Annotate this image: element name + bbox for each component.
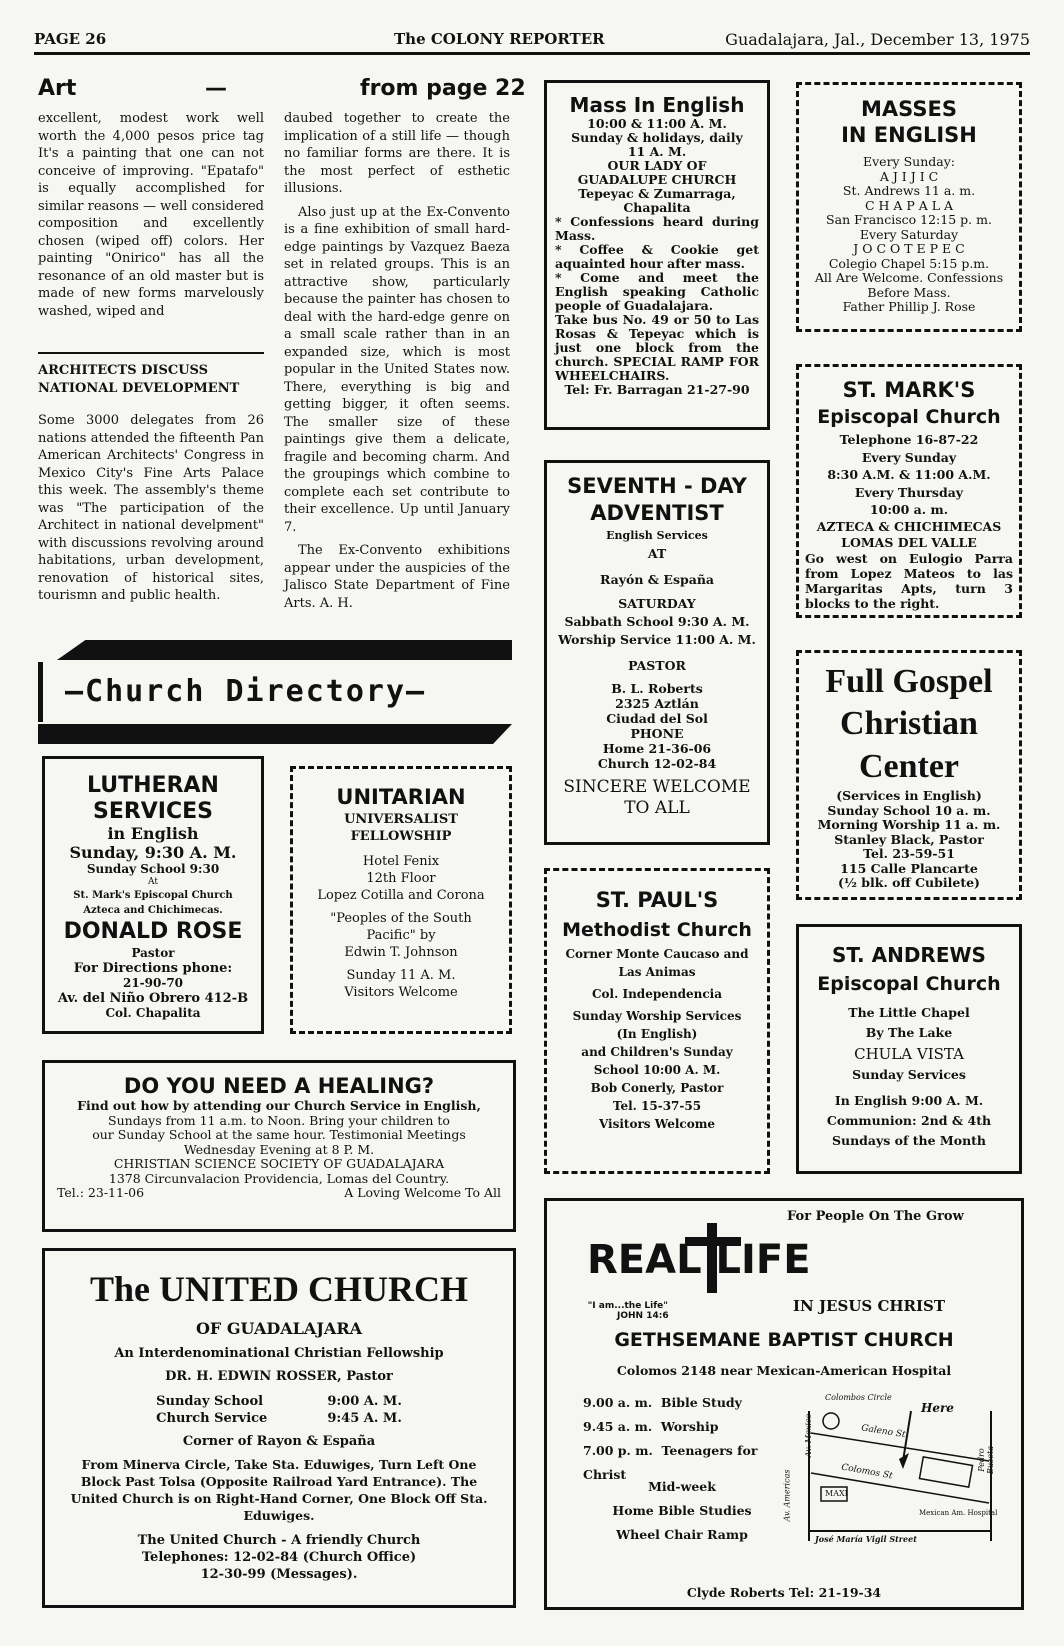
united-line-2: DR. H. EDWIN ROSSER, Pastor — [165, 1369, 393, 1384]
united-church-ad — [42, 1248, 516, 1608]
st-marks-title-2: Episcopal Church — [817, 406, 1001, 428]
healing-line-2: Sundays from 11 a.m. to Noon. Bring your children to — [108, 1112, 450, 1128]
lutheran-line-10: Av. del Niño Obrero 412-B — [57, 991, 249, 1006]
adventist-title-2: ADVENTIST — [590, 501, 724, 525]
logo-verse — [587, 1301, 669, 1321]
healing-line-5: CHRISTIAN SCIENCE SOCIETY OF GUADALAJARA — [113, 1156, 445, 1171]
map-label-9: Av. Mexico — [804, 1413, 814, 1458]
mass-english-line-3: 11 A. M. — [627, 144, 687, 159]
divider — [38, 352, 264, 354]
full-gospel-line-6: 115 Calle Plancarte — [840, 860, 978, 876]
real-life-logo-text: REAL LIFE — [587, 1237, 811, 1283]
masses-title-1: MASSES — [861, 97, 957, 121]
mass-english-line-4: OUR LADY OF — [607, 158, 707, 173]
unitarian-line-1: UNIVERSALIST — [344, 812, 458, 827]
schedule-item-1: Bible Study — [660, 1395, 742, 1410]
schedule-time-2: 9.45 a. m. — [583, 1419, 653, 1434]
full-gospel-title-2: Christian — [840, 705, 978, 742]
adventist-line-8: B. L. Roberts — [611, 681, 703, 696]
unitarian-line-6: "Peoples of the South — [330, 911, 472, 926]
logo-verse-2: JOHN 14:6 — [617, 1311, 669, 1321]
gethsemane-extra — [577, 1475, 787, 1547]
healing-welcome: A Loving Welcome To All — [344, 1185, 501, 1200]
page-number: PAGE 26 — [34, 30, 107, 48]
lutheran-line-5: St. Mark's Episcopal Church — [73, 890, 233, 901]
st-pauls-line-3: Col. Independencia — [592, 987, 722, 1001]
st-marks-line-8: Go west on Eulogio Parra from Lopez Mateos to las Margaritas Apts, turn 3 blocks to the right. — [805, 550, 1013, 611]
unitarian-line-5: Lopez Cotilla and Corona — [317, 888, 485, 903]
healing-line-1: Find out how by attending our Church Service in English, — [77, 1098, 481, 1113]
lutheran-pastor-name: DONALD ROSE — [63, 919, 243, 944]
st-pauls-line-6: and Children's Sunday — [581, 1045, 733, 1059]
in-jesus-christ: IN JESUS CHRIST — [793, 1297, 946, 1315]
schedule-time-1: 9.00 a. m. — [583, 1395, 653, 1410]
full-gospel-title-1: Full Gospel — [825, 663, 993, 700]
gethsemane-tagline: For People On The Grow — [787, 1209, 964, 1224]
st-marks-line-6: AZTECA & CHICHIMECAS — [816, 518, 1002, 534]
full-gospel-line-1: (Services in English) — [836, 788, 982, 803]
map-label-7: Av. Americas — [782, 1469, 792, 1522]
schedule-time-3: 7.00 p. m. — [583, 1443, 653, 1458]
masses-line-9: All Are Welcome. Confessions Before Mass. — [814, 270, 1004, 300]
st-andrews-ad — [796, 924, 1022, 1174]
masses-line-5: San Francisco 12:15 p. m. — [826, 212, 992, 227]
st-marks-line-3: 8:30 A.M. & 11:00 A.M. — [827, 467, 991, 482]
art-column-1 — [38, 110, 264, 326]
st-pauls-line-8: Bob Conerly, Pastor — [590, 1081, 724, 1095]
masthead — [34, 30, 1030, 55]
architects-body: Some 3000 delegates from 26 nations attended the fifteenth Pan American Architects' Congress in Mexico City's Fine Arts Palace this week. The assembly's theme was "The participation of the Architect in national develpment" with discussions revolving around habitations, urban development, renovation of historical sites, tourismn and public health. — [38, 413, 264, 603]
adventist-line-7: PASTOR — [628, 658, 686, 673]
church-directory-title: —Church Directory— — [38, 662, 512, 722]
st-pauls-line-4: Sunday Worship Services — [572, 1009, 742, 1023]
st-marks-line-1: Telephone 16-87-22 — [839, 432, 979, 447]
church-directory-banner — [38, 640, 512, 744]
lutheran-line-4: At — [148, 877, 158, 887]
st-marks-line-4: Every Thursday — [854, 484, 964, 500]
united-line-4: From Minerva Circle, Take Sta. Eduwiges, Turn Left One Block Past Tolsa (Opposite Railroad Yard Entrance). The United Church is on Right-Hand Corner, One Block Off Sta. Eduwiges. — [70, 1457, 488, 1523]
adventist-ad — [544, 460, 770, 845]
full-gospel-line-3: Morning Worship 11 a. m. — [817, 817, 1001, 832]
lutheran-line-7: Pastor — [131, 946, 175, 960]
adventist-line-13: Church 12-02-84 — [597, 756, 717, 771]
masses-line-2: A J I J I C — [879, 168, 939, 184]
gethsemane-line-2: Mid-week — [648, 1479, 716, 1494]
healing-ad — [42, 1060, 516, 1232]
map-label-3: Here — [921, 1401, 954, 1415]
full-gospel-title-3: Center — [858, 748, 960, 785]
st-pauls-line-10: Visitors Welcome — [598, 1117, 716, 1131]
masses-line-6: Every Saturday — [859, 226, 959, 242]
mass-english-line-1: 10:00 & 11:00 A. M. — [587, 116, 727, 131]
adventist-line-11: PHONE — [630, 726, 684, 741]
healing-line-6: 1378 Circunvalacion Providencia, Lomas del Country. — [108, 1170, 450, 1186]
united-line-6: Telephones: 12-02-84 (Church Office) — [141, 1550, 417, 1565]
unitarian-line-4: 12th Floor — [366, 871, 436, 886]
map-label-10: MAXI — [825, 1489, 848, 1498]
st-andrews-line-3: CHULA VISTA — [854, 1045, 964, 1063]
mass-english-bullet-1: * Confessions heard during Mass. — [555, 214, 759, 243]
st-pauls-title-1: ST. PAUL'S — [595, 888, 719, 912]
full-gospel-ad — [796, 650, 1022, 900]
lutheran-line-6: Azteca and Chichimecas. — [83, 905, 223, 916]
architects-headline: ARCHITECTS DISCUSS NATIONAL DEVELOPMENT — [38, 363, 240, 396]
mass-english-title: Mass In English — [569, 93, 745, 117]
united-line-3: Corner of Rayon & España — [182, 1434, 376, 1449]
gethsemane-line-3: Home Bible Studies — [612, 1503, 752, 1518]
adventist-line-9: 2325 Aztlán — [615, 696, 699, 711]
lutheran-line-8: For Directions phone: — [73, 961, 233, 976]
full-gospel-line-2: Sunday School 10 a. m. — [827, 802, 991, 818]
art-col2-p2: Also just up at the Ex-Convento is a fine exhibition of small hard-edge paintings by Vazquez Baeza set in related groups. This is an attractive show, particularly because the painter has chosen to deal with the hard-edge genre on a small scale rather than in an expanded size, which is most popular in the United States now. There, everything is big and getting bigger, it often seems. The smaller size of these paintings give them a delicate, fragile and becoming charm. And the groupings which combine to complete each set contribute to their excellence. Up until January 7. — [284, 204, 510, 535]
full-gospel-line-5: Tel. 23-59-51 — [863, 846, 955, 861]
gethsemane-title: GETHSEMANE BAPTIST CHURCH — [614, 1329, 954, 1351]
st-andrews-line-6: Communion: 2nd & 4th — [826, 1113, 992, 1128]
mass-english-ad — [544, 80, 770, 430]
st-andrews-line-2: By The Lake — [865, 1025, 953, 1040]
map-label-1: Colombos Circle — [825, 1393, 892, 1402]
unitarian-title: UNITARIAN — [336, 785, 466, 809]
st-pauls-line-5: (In English) — [616, 1027, 698, 1041]
unitarian-line-2: FELLOWSHIP — [350, 829, 452, 844]
adventist-line-12: Home 21-36-06 — [602, 741, 712, 756]
united-line-5: The United Church - A friendly Church — [137, 1533, 421, 1548]
healing-line-3: our Sunday School at the same hour. Testimonial Meetings — [92, 1127, 466, 1142]
united-time-2: 9:45 A. M. — [327, 1411, 402, 1426]
st-marks-line-2: Every Sunday — [861, 449, 957, 465]
gethsemane-line-4: Wheel Chair Ramp — [616, 1527, 748, 1542]
mass-english-bullet-3: * Come and meet the English speaking Catholic people of Guadalajara. — [555, 270, 759, 313]
map-label-4: Colomos St — [840, 1462, 894, 1482]
adventist-line-14: SINCERE WELCOME — [563, 777, 751, 797]
mass-english-line-5: GUADALUPE CHURCH — [577, 172, 737, 187]
adventist-line-3: Rayón & España — [599, 572, 715, 587]
full-gospel-line-4: Stanley Black, Pastor — [834, 831, 984, 847]
mass-english-bullet-2: * Coffee & Cookie get aquainted hour after mass. — [555, 242, 759, 271]
lutheran-line-3: Sunday School 9:30 — [86, 862, 220, 876]
real-life-logo — [587, 1223, 811, 1309]
unitarian-line-3: Hotel Fenix — [362, 854, 440, 869]
mass-english-line-2: Sunday & holidays, daily — [571, 130, 743, 145]
st-andrews-line-4: Sunday Services — [852, 1067, 966, 1082]
map-label-5: Mexican Am. Hospital — [919, 1509, 998, 1517]
st-pauls-line-9: Tel. 15-37-55 — [612, 1099, 702, 1113]
st-pauls-line-1: Corner Monte Caucaso and — [565, 947, 749, 961]
gethsemane-contact: Clyde Roberts Tel: 21-19-34 — [686, 1585, 882, 1600]
st-andrews-line-7: Sundays of the Month — [831, 1133, 987, 1148]
masses-line-4: C H A P A L A — [864, 197, 954, 213]
st-marks-line-7: LOMAS DEL VALLE — [841, 534, 977, 550]
unitarian-ad — [290, 766, 512, 1034]
st-pauls-ad — [544, 868, 770, 1174]
dateline: Guadalajara, Jal., December 13, 1975 — [725, 30, 1030, 49]
adventist-title-1: SEVENTH - DAY — [567, 474, 747, 498]
masses-line-10: Father Phillip J. Rose — [842, 299, 976, 314]
healing-tel: Tel.: 23-11-06 — [57, 1185, 145, 1200]
st-pauls-title-2: Methodist Church — [562, 919, 752, 941]
schedule-item-3: Teenagers for Christ — [583, 1443, 758, 1482]
st-andrews-title-1: ST. ANDREWS — [832, 943, 986, 967]
st-marks-ad — [796, 364, 1022, 618]
masses-english-ad — [796, 82, 1022, 332]
map-drawing — [791, 1391, 1001, 1551]
art-col1-text: excellent, modest work well worth the 4,000 pesos price tag It's a painting that one can not conceive of improving. "Epatafo" is equally accomplished for similar reasons — well considered composition and excellently chosen (wiped off) colors. Her painting "Onirico" has all the resonance of an old master but is made of new forms marvelously washed, wiped and — [38, 111, 264, 319]
unitarian-line-9: Sunday 11 A. M. — [346, 968, 456, 983]
art-headline-right: from page 22 — [360, 76, 526, 101]
lutheran-line-1: in English — [107, 824, 199, 843]
healing-line-4: Wednesday Evening at 8 P. M. — [183, 1141, 375, 1157]
lutheran-line-2: Sunday, 9:30 A. M. — [69, 843, 237, 862]
gethsemane-ad — [544, 1198, 1024, 1610]
united-line-7: 12-30-99 (Messages). — [200, 1567, 358, 1582]
st-marks-title-1: ST. MARK'S — [842, 378, 976, 402]
masses-line-3: St. Andrews 11 a. m. — [842, 183, 976, 198]
paper-name: The COLONY REPORTER — [394, 30, 605, 48]
church-map — [782, 1391, 1001, 1551]
mass-english-line-6: Tepeyac & Zumarraga, — [578, 186, 736, 201]
united-sched-1: Sunday School — [156, 1394, 264, 1409]
lutheran-title-2: SERVICES — [92, 799, 214, 824]
unitarian-line-8: Edwin T. Johnson — [344, 945, 458, 960]
lutheran-line-11: Col. Chapalita — [105, 1006, 201, 1020]
art-col2-p1: daubed together to create the implication of a still life — though no familiar forms are there. It is the most perfect of esthetic illusions. — [284, 111, 510, 196]
united-sched-2: Church Service — [156, 1411, 268, 1426]
lutheran-ad — [42, 756, 264, 1034]
cross-icon — [587, 1223, 811, 1309]
art-column-2 — [284, 110, 510, 618]
st-andrews-title-2: Episcopal Church — [817, 973, 1001, 995]
st-pauls-line-7: School 10:00 A. M. — [593, 1063, 721, 1077]
map-label-2: Galeno St. — [860, 1423, 909, 1441]
map-label-8: Pedro Buzeta — [977, 1446, 995, 1474]
mass-english-line-8: Take bus No. 49 or 50 to Las Rosas & Tepeyac which is just one block from the church. SPECIAL RAMP FOR WHEELCHAIRS. — [555, 312, 759, 383]
art-col2-p3: The Ex-Convento exhibitions appear under the auspicies of the Jalisco State Department of Fine Arts. A. H. — [284, 543, 510, 611]
st-andrews-line-5: In English 9:00 A. M. — [834, 1093, 984, 1108]
st-pauls-line-2: Las Animas — [618, 965, 696, 979]
masses-title-2: IN ENGLISH — [841, 123, 977, 147]
united-line-1: An Interdenominational Christian Fellowship — [114, 1346, 444, 1361]
masses-line-1: Every Sunday: — [863, 154, 955, 169]
adventist-line-1: English Services — [606, 529, 708, 542]
masses-line-8: Colegio Chapel 5:15 p.m. — [828, 255, 990, 271]
st-marks-line-5: 10:00 a. m. — [869, 502, 949, 517]
adventist-line-15: TO ALL — [624, 798, 690, 818]
mass-english-line-9: Tel: Fr. Barragan 21-27-90 — [564, 382, 750, 397]
united-time-1: 9:00 A. M. — [327, 1394, 402, 1409]
unitarian-line-7: Pacific" by — [366, 928, 436, 943]
mass-english-line-7: Chapalita — [623, 200, 691, 215]
lutheran-line-9: 21-90-70 — [122, 976, 184, 990]
schedule-item-2: Worship — [660, 1419, 719, 1434]
gethsemane-schedule — [583, 1391, 783, 1487]
masses-line-7: J O C O T E P E C — [853, 241, 965, 256]
united-title: The UNITED CHURCH — [89, 1269, 469, 1309]
logo-verse-1: "I am...the Life" — [587, 1301, 668, 1311]
adventist-line-6: Worship Service 11:00 A. M. — [558, 632, 756, 647]
healing-title: DO YOU NEED A HEALING? — [123, 1074, 435, 1098]
lutheran-title-1: LUTHERAN — [87, 773, 219, 798]
map-label-6: José María Vigil Street — [815, 1534, 917, 1544]
adventist-line-2: AT — [647, 546, 667, 561]
gethsemane-address: Colomos 2148 near Mexican-American Hospital — [616, 1363, 952, 1378]
art-headline-dash: — — [205, 76, 227, 101]
full-gospel-line-7: (½ blk. off Cubilete) — [838, 875, 980, 890]
adventist-line-10: Ciudad del Sol — [606, 711, 708, 726]
united-subtitle: OF GUADALAJARA — [195, 1319, 363, 1338]
st-andrews-line-1: The Little Chapel — [848, 1005, 970, 1020]
adventist-line-4: SATURDAY — [618, 596, 696, 611]
art-headline-left: Art — [38, 76, 77, 101]
adventist-line-5: Sabbath School 9:30 A. M. — [564, 614, 750, 629]
unitarian-line-10: Visitors Welcome — [344, 985, 458, 1000]
